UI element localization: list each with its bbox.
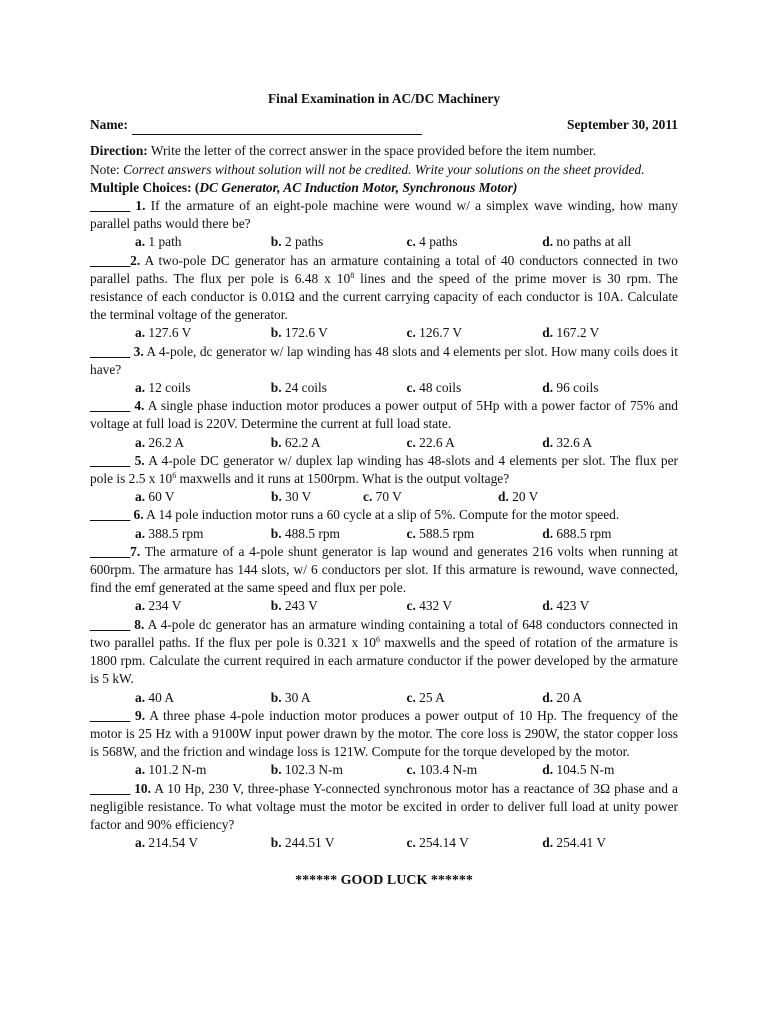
- choice-c: [407, 689, 543, 707]
- choice-text: 20 A: [553, 689, 583, 705]
- choice-text: 12 coils: [145, 380, 191, 396]
- question-text: [90, 616, 678, 689]
- choice-text: 24 coils: [281, 380, 327, 396]
- question-item: [90, 397, 678, 452]
- choice-text: 40 A: [145, 689, 175, 705]
- choice-text: 103.4 N-m: [415, 762, 478, 778]
- choice-letter: d.: [542, 434, 554, 450]
- question-body: A 10 Hp, 230 V, three-phase Y-connected synchronous motor has a reactance of 3Ω phase and a negligible resistance. To what voltage must the motor be excited in order to deliver full load at unity power factor and 90% efficiency?: [90, 780, 678, 832]
- choice-letter: a.: [135, 689, 146, 705]
- direction-line: [90, 142, 678, 160]
- choice-text: 243 V: [281, 598, 318, 614]
- choice-text: 101.2 N-m: [145, 762, 207, 778]
- choices-row: [90, 761, 678, 779]
- choice-letter: d.: [498, 489, 509, 505]
- choice-letter: a.: [135, 835, 146, 851]
- choice-letter: c.: [406, 525, 416, 541]
- direction-text: Write the letter of the correct answer in the space provided before the item number.: [147, 143, 597, 159]
- choices-row: [90, 233, 678, 251]
- question-item: [90, 252, 678, 343]
- choices-row: [90, 689, 678, 707]
- question-number: 2.: [130, 252, 141, 268]
- question-text: [90, 780, 678, 835]
- choice-letter: b.: [270, 525, 282, 541]
- choice-letter: c.: [406, 325, 416, 341]
- note-text: Correct answers without solution will not be credited. Write your solutions on the sheet provided.: [119, 161, 645, 177]
- choice-letter: b.: [270, 380, 282, 396]
- question-body: A single phase induction motor produces a power output of 5Hp with a power factor of 75% and voltage at full load is 220V. Determine the current at full load state.: [90, 398, 678, 432]
- choice-text: 244.51 V: [281, 835, 335, 851]
- question-body-cont: maxwells and the speed of rotation of the armature is 1800 rpm. Calculate the current required in each armature conductor if the power developed by the armature is 5 kW.: [90, 634, 678, 687]
- section-topics: DC Generator, AC Induction Motor, Synchronous Motor): [199, 179, 518, 195]
- answer-blank: ______: [90, 780, 131, 796]
- choice-letter: a.: [135, 234, 146, 250]
- choice-b: [271, 434, 407, 452]
- choice-d: [542, 761, 678, 779]
- superscript: 6: [376, 634, 381, 644]
- question-item: [90, 197, 678, 252]
- question-item: [90, 780, 678, 853]
- choice-text: 62.2 A: [281, 434, 321, 450]
- choice-letter: a.: [135, 762, 146, 778]
- choice-text: 488.5 rpm: [281, 525, 340, 541]
- choice-text: 432 V: [415, 598, 453, 614]
- question-item: [90, 343, 678, 398]
- choice-a: [135, 834, 271, 852]
- choice-text: 254.41 V: [553, 835, 606, 851]
- answer-blank: ______: [90, 398, 131, 414]
- choice-text: 167.2 V: [553, 325, 600, 341]
- choice-letter: c.: [406, 598, 416, 614]
- question-number: 7.: [130, 543, 141, 559]
- choice-letter: b.: [270, 434, 282, 450]
- choice-text: 26.2 A: [145, 434, 185, 450]
- choice-text: 423 V: [553, 598, 590, 614]
- question-body: A 4-pole DC generator w/ duplex lap winding has 48-slots and 4 elements per slot. The flux per pole is 2.5 x 10: [90, 452, 678, 487]
- choice-letter: a.: [135, 598, 146, 614]
- choice-letter: a.: [135, 525, 146, 541]
- choice-c: [407, 597, 543, 615]
- note-line: [90, 161, 678, 179]
- choice-b: [271, 597, 407, 615]
- question-item: [90, 506, 678, 542]
- name-date-row: [90, 116, 678, 135]
- choice-d: [542, 324, 678, 342]
- question-text: [90, 452, 678, 488]
- choice-letter: c.: [363, 489, 373, 505]
- choice-letter: d.: [542, 525, 554, 541]
- choice-d: [542, 525, 678, 543]
- choice-a: [135, 434, 271, 452]
- section-label: Multiple Choices: (: [90, 179, 200, 195]
- choice-letter: b.: [270, 835, 282, 851]
- choice-c: [407, 379, 543, 397]
- question-text: [90, 397, 678, 433]
- choice-d: [542, 233, 678, 251]
- choice-c: [407, 434, 543, 452]
- question-number: 3.: [133, 343, 144, 359]
- choice-text: 96 coils: [553, 380, 599, 396]
- question-item: [90, 616, 678, 707]
- question-text: [90, 252, 678, 325]
- choice-d: [542, 834, 678, 852]
- choice-d: [498, 488, 588, 506]
- question-body: A 4-pole, dc generator w/ lap winding has 48 slots and 4 elements per slot. How many coils does it have?: [90, 343, 679, 377]
- question-number: 5.: [134, 452, 145, 468]
- choice-text: 2 paths: [281, 234, 324, 250]
- choice-letter: c.: [406, 380, 416, 396]
- choice-letter: b.: [270, 598, 282, 614]
- choice-c: [363, 488, 498, 506]
- superscript: 8: [350, 270, 355, 280]
- choice-c: [407, 761, 543, 779]
- choice-letter: b.: [270, 234, 282, 250]
- answer-blank: ______: [90, 543, 131, 559]
- choices-row: [90, 434, 678, 452]
- question-number: 9.: [135, 707, 146, 723]
- choices-row: [90, 324, 678, 342]
- question-body: A two-pole DC generator has an armature containing a total of 40 conductors connected in two parallel paths. The flux per pole is 6.48 x 10: [90, 252, 678, 286]
- choice-letter: b.: [270, 325, 282, 341]
- choice-text: 104.5 N-m: [553, 762, 615, 778]
- choice-letter: a.: [135, 325, 146, 341]
- choice-text: no paths at all: [553, 234, 632, 250]
- choice-letter: a.: [135, 380, 146, 396]
- choice-a: [135, 324, 271, 342]
- choice-a: [135, 761, 271, 779]
- choice-text: 214.54 V: [145, 835, 198, 851]
- choice-d: [542, 379, 678, 397]
- question-body: If the armature of an eight-pole machine were wound w/ a simplex wave winding, how many parallel paths would there be?: [90, 198, 678, 232]
- choice-c: [407, 233, 543, 251]
- question-item: [90, 707, 678, 780]
- choice-text: 254.14 V: [415, 835, 469, 851]
- question-number: 4.: [134, 398, 145, 414]
- choice-a: [135, 525, 271, 543]
- exam-date: September 30, 2011: [567, 117, 678, 133]
- answer-blank: ______: [90, 616, 131, 632]
- choice-text: 30 V: [281, 489, 312, 505]
- question-text: [90, 343, 678, 379]
- choice-a: [135, 233, 271, 251]
- choice-text: 70 V: [372, 489, 402, 505]
- question-item: [90, 452, 678, 507]
- question-body: A three phase 4-pole induction motor produces a power output of 10 Hp. The frequency of the motor is 25 Hz with a 9100W input power drawn by the motor. The core loss is 290W, the stator copper loss is 568W, and the friction and windage loss is 121W. Compute for the torque developed by the motor.: [90, 707, 678, 760]
- question-number: 1.: [135, 198, 146, 214]
- question-body: A 4-pole dc generator has an armature winding containing a total of 648 conductors connected in two parallel paths. If the flux per pole is 0.321 x 10: [90, 616, 678, 650]
- choice-letter: c.: [406, 835, 416, 851]
- section-heading: [90, 179, 678, 197]
- choice-letter: d.: [542, 380, 554, 396]
- choice-text: 588.5 rpm: [415, 525, 475, 541]
- choice-text: 30 A: [281, 689, 311, 705]
- choice-text: 32.6 A: [553, 434, 593, 450]
- question-body: The armature of a 4-pole shunt generator is lap wound and generates 216 volts when running at 600rpm. The armature has 144 slots, w/ 6 conductors per slot. If this armature is rewound, wave connected, find the emf generated at the same speed and flux per pole.: [90, 543, 678, 596]
- question-text: [90, 707, 678, 762]
- choice-b: [271, 324, 407, 342]
- choice-text: 60 V: [145, 489, 175, 505]
- direction-label: Direction:: [90, 143, 148, 159]
- choice-a: [135, 379, 271, 397]
- exam-title: Final Examination in AC/DC Machinery: [267, 91, 501, 106]
- choice-text: 388.5 rpm: [145, 525, 204, 541]
- question-text: [90, 197, 678, 233]
- choice-letter: c.: [406, 234, 416, 250]
- choice-text: 688.5 rpm: [553, 525, 612, 541]
- choice-text: 4 paths: [415, 234, 458, 250]
- choice-d: [542, 434, 678, 452]
- answer-blank: ______: [90, 507, 131, 523]
- question-number: 10.: [134, 780, 151, 796]
- choice-d: [542, 689, 678, 707]
- name-label: Name:: [90, 117, 128, 133]
- exam-content: [90, 90, 678, 891]
- choices-row: [90, 834, 678, 852]
- choice-letter: c.: [406, 434, 416, 450]
- choice-letter: a.: [135, 434, 146, 450]
- choice-text: 20 V: [508, 489, 539, 505]
- choice-a: [135, 689, 271, 707]
- note-label: Note:: [90, 161, 120, 177]
- answer-blank: ______: [90, 252, 131, 268]
- choice-c: [407, 834, 543, 852]
- choice-b: [271, 488, 363, 506]
- choice-letter: b.: [271, 489, 282, 505]
- choice-text: 127.6 V: [145, 325, 192, 341]
- choice-text: 48 coils: [415, 380, 462, 396]
- choices-row: [90, 488, 678, 506]
- choice-text: 25 A: [415, 689, 445, 705]
- choice-text: 102.3 N-m: [281, 762, 343, 778]
- choice-text: 172.6 V: [281, 325, 328, 341]
- question-text: [90, 543, 678, 598]
- choice-letter: b.: [270, 762, 282, 778]
- question-item: [90, 543, 678, 616]
- choice-letter: d.: [542, 762, 554, 778]
- choice-letter: a.: [135, 489, 146, 505]
- choice-letter: d.: [542, 598, 554, 614]
- choice-letter: c.: [406, 762, 416, 778]
- choice-letter: c.: [406, 689, 416, 705]
- choice-letter: d.: [542, 325, 554, 341]
- question-body: A 14 pole induction motor runs a 60 cycle at a slip of 5%. Compute for the motor speed.: [143, 507, 620, 523]
- choice-letter: d.: [542, 234, 554, 250]
- answer-blank: ______: [90, 343, 131, 359]
- question-text: [90, 506, 678, 524]
- choice-b: [271, 379, 407, 397]
- choices-row: [90, 525, 678, 543]
- choice-a: [135, 488, 271, 506]
- choice-text: 1 path: [145, 234, 182, 250]
- good-luck-footer: ****** GOOD LUCK ******: [295, 873, 473, 889]
- choices-row: [90, 379, 678, 397]
- choice-b: [271, 689, 407, 707]
- choice-b: [271, 834, 407, 852]
- choice-c: [407, 525, 543, 543]
- answer-blank: ______: [90, 198, 131, 214]
- name-field: [90, 116, 422, 135]
- choice-text: 126.7 V: [415, 325, 463, 341]
- choice-b: [271, 525, 407, 543]
- question-number: 6.: [133, 507, 144, 523]
- name-blank-line: [132, 116, 422, 135]
- superscript: 6: [172, 471, 177, 481]
- answer-blank: ______: [90, 707, 131, 723]
- choice-text: 234 V: [145, 598, 182, 614]
- choice-text: 22.6 A: [415, 434, 455, 450]
- question-body-cont: maxwells and it runs at 1500rpm. What is the output voltage?: [176, 471, 510, 487]
- answer-blank: ______: [90, 452, 131, 468]
- choice-letter: d.: [542, 835, 554, 851]
- choices-row: [90, 597, 678, 615]
- choice-letter: d.: [542, 689, 554, 705]
- choice-b: [271, 761, 407, 779]
- choice-b: [271, 233, 407, 251]
- question-body-cont: lines and the speed of the prime mover is 30 rpm. The resistance of each conductor is 0.01Ω and the current carrying capacity of each conductor is 10A. Calculate the terminal voltage of the generator.: [90, 270, 678, 323]
- choice-a: [135, 597, 271, 615]
- choice-d: [542, 597, 678, 615]
- choice-letter: b.: [270, 689, 282, 705]
- question-number: 8.: [134, 616, 145, 632]
- choice-c: [407, 324, 543, 342]
